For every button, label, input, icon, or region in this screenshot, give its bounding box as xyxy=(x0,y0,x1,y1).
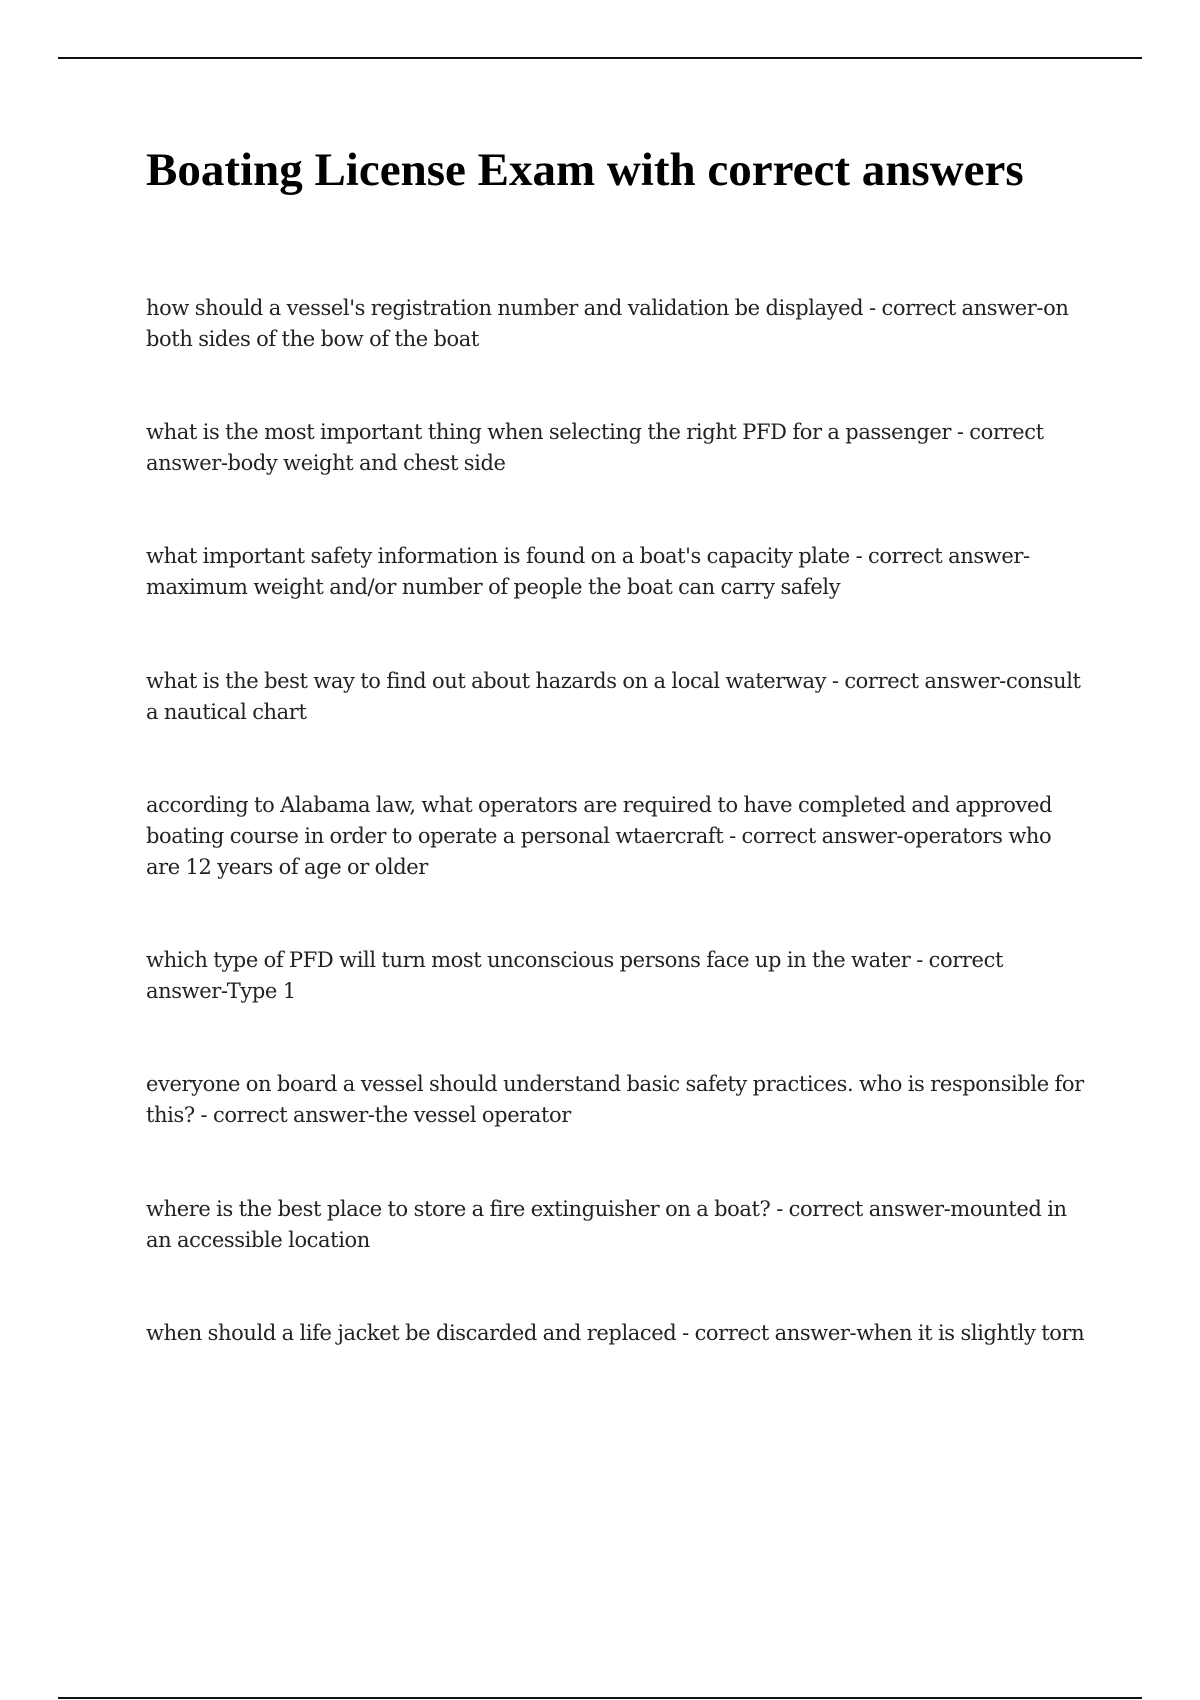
qa-item: according to Alabama law, what operators are required to have completed and approved boating course in order to operate a personal wtaercraft - correct answer-operators who are 12 years of age or older xyxy=(146,793,1053,879)
qa-item: which type of PFD will turn most unconscious persons face up in the water - correct answer-Type 1 xyxy=(146,948,1003,1003)
qa-item: where is the best place to store a fire extinguisher on a boat? - correct answer-mounted in an accessible location xyxy=(146,1197,1067,1252)
qa-item: everyone on board a vessel should understand basic safety practices. who is responsible for this? - correct answer-the vessel operator xyxy=(146,1072,1084,1127)
qa-item: what is the most important thing when selecting the right PFD for a passenger - correct answer-body weight and chest side xyxy=(146,420,1044,475)
qa-item: when should a life jacket be discarded and replaced - correct answer-when it is slightly torn xyxy=(146,1321,1085,1345)
qa-item: what is the best way to find out about hazards on a local waterway - correct answer-consult a nautical chart xyxy=(146,669,1081,724)
qa-item: how should a vessel's registration number and validation be displayed - correct answer-on both sides of the bow of the boat xyxy=(146,296,1069,351)
footer-rule xyxy=(58,1697,1142,1699)
qa-item: what important safety information is found on a boat's capacity plate - correct answer-maximum weight and/or number of people the boat can carry safely xyxy=(146,544,1030,599)
header-rule xyxy=(58,57,1142,59)
page-title: Boating License Exam with correct answers xyxy=(146,144,1024,196)
